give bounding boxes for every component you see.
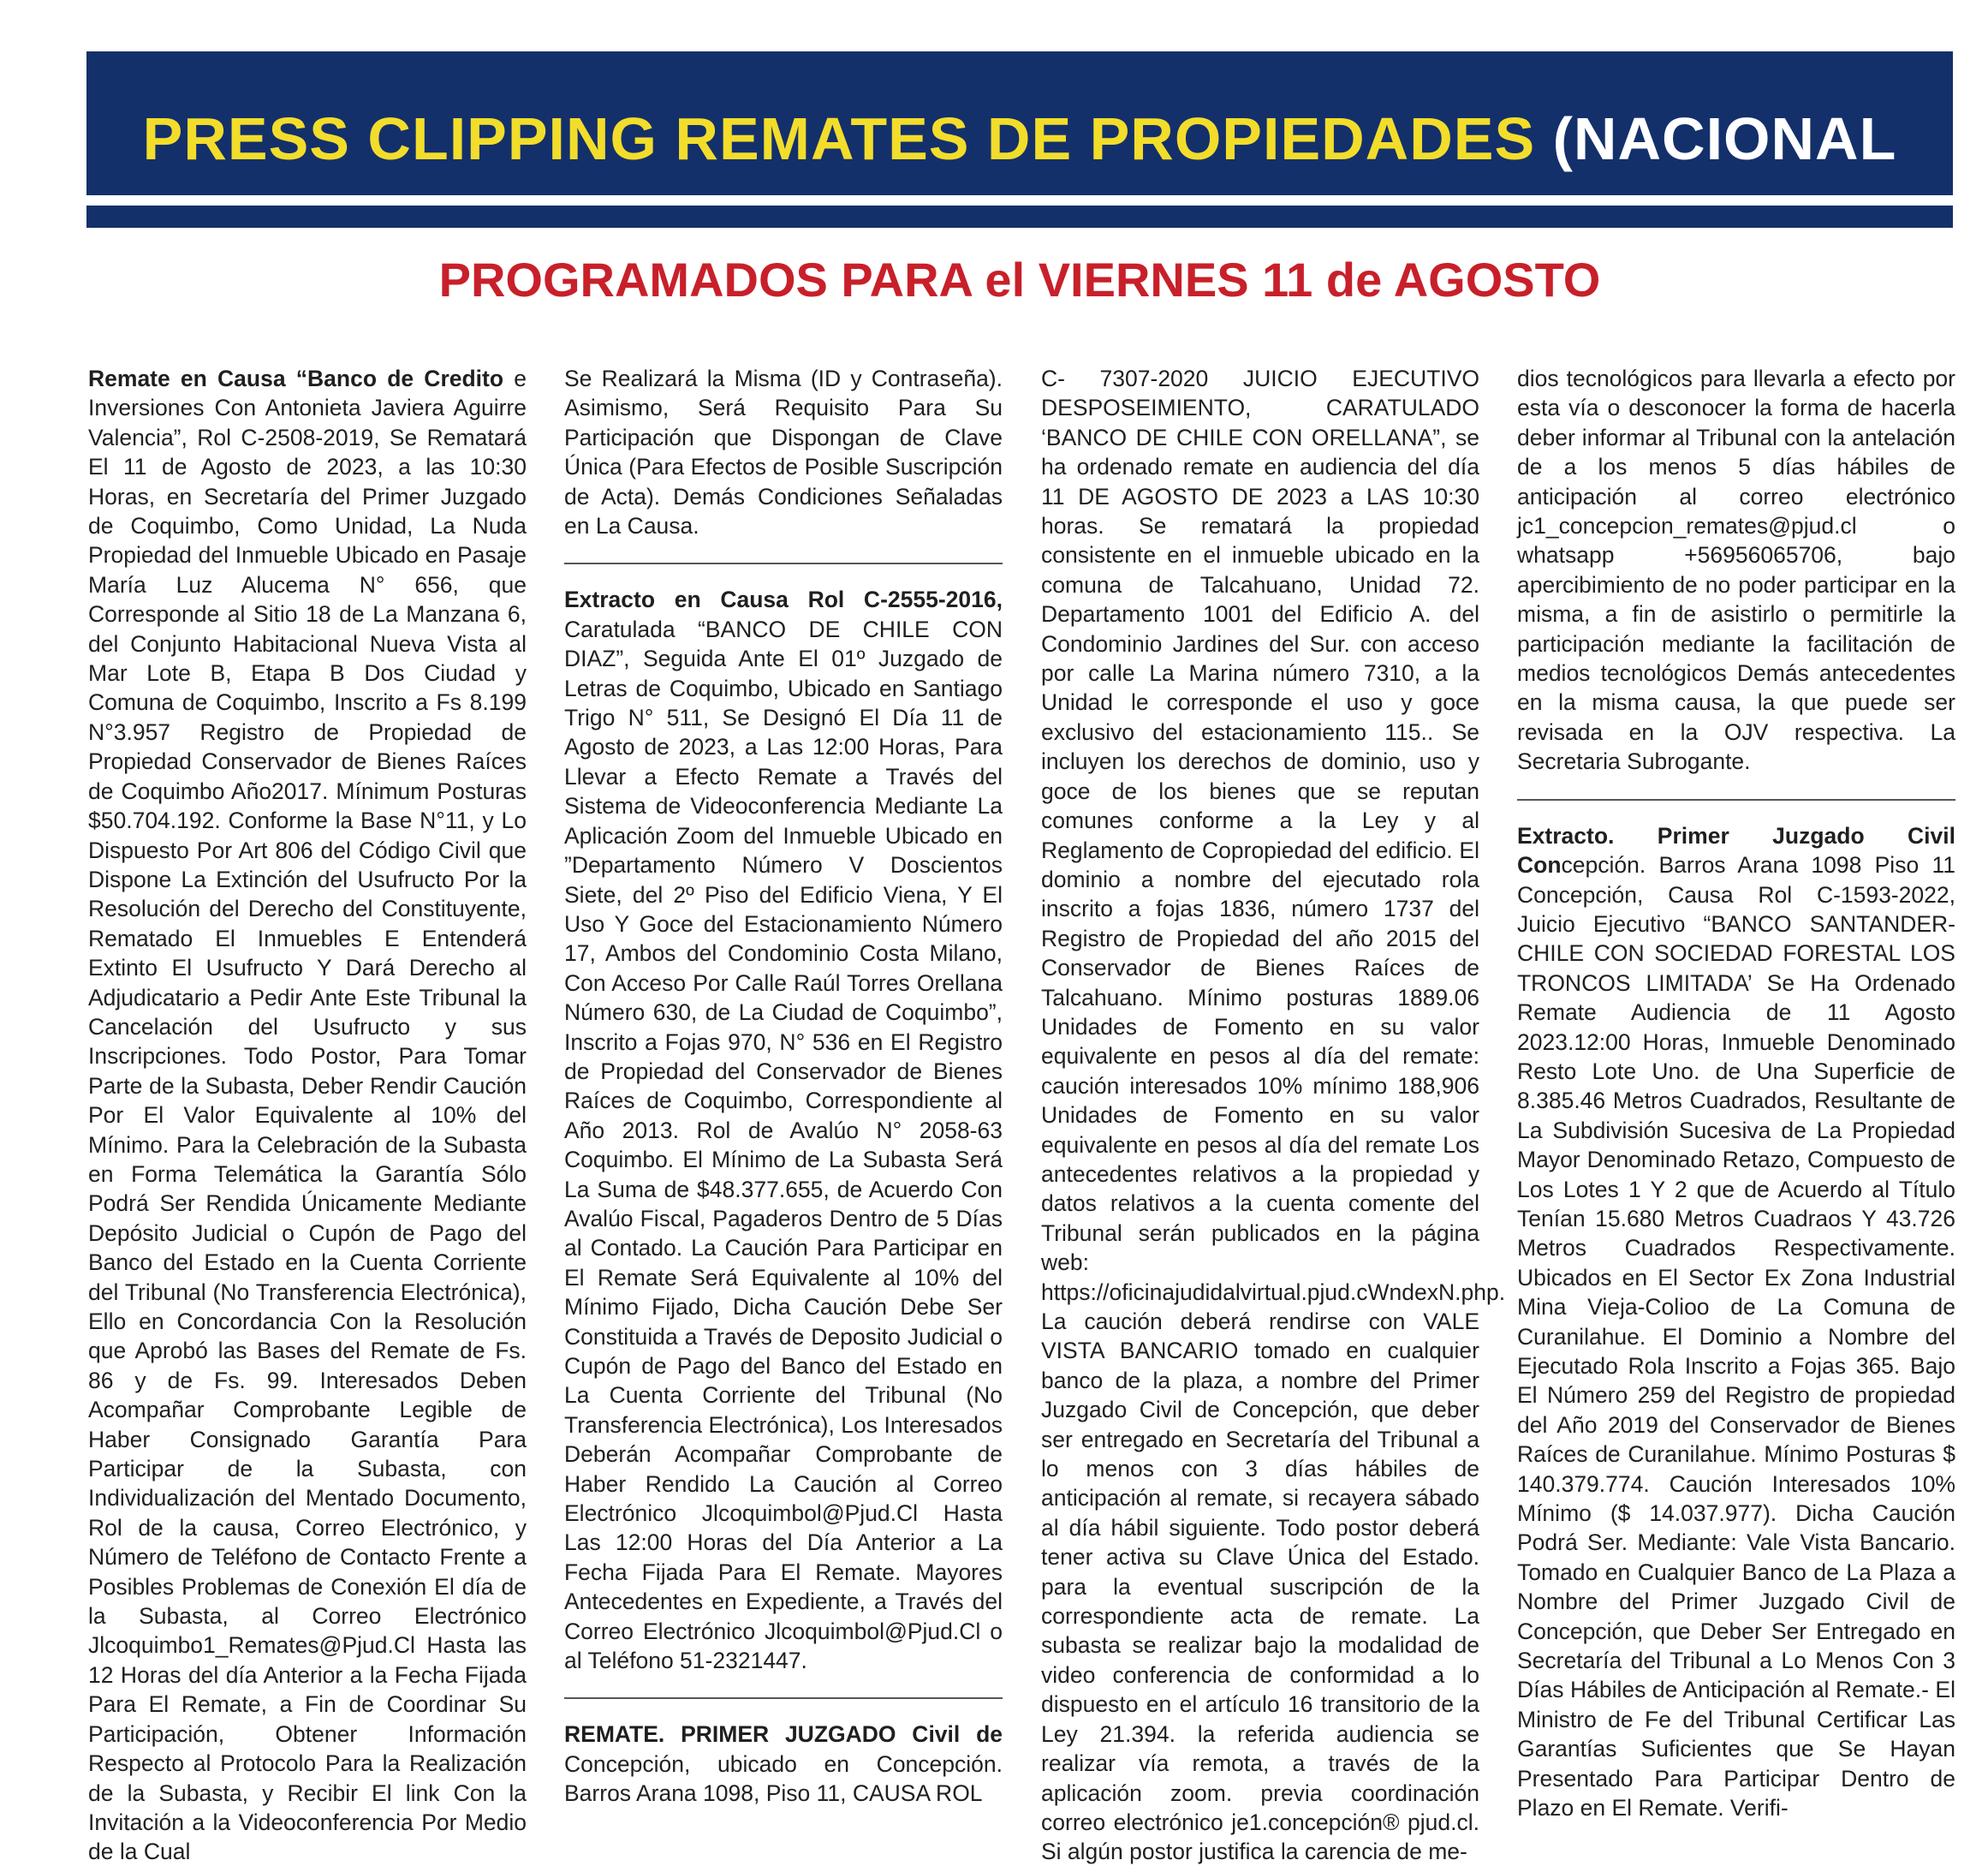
notice-body: Caratulada “BANCO DE CHILE CON DIAZ”, Seguida Ante El 01º Juzgado de Letras de Coquimbo, Ubicado en Santiago Trigo N° 511, Se Designó El Día 11 de Agosto de 2023, a Las 12:00 Horas, Para Llevar a Efecto Remate a Través del Sistema de Videoconferencia Mediante La Aplicación Zoom del Inmueble Ubicado en ”Departamento Número V Doscientos Siete, del 2º Piso del Edificio Viena, Y El Uso Y Goce del Estacionamiento Número 17, Ambos del Condominio Costa Milano, Con Acceso Por Calle Raúl Torres Orellana Número 630, de La Ciudad de Coquimbo”, Inscrito a Fojas 970, N° 536 en El Registro de Propiedad del Conservador de Bienes Raíces de Coquimbo, Correspondiente al Año 2013. Rol de Avalúo N° 2058-63 Coquimbo. El Mínimo de La Subasta Será La Suma de $48.377.655, de Acuerdo Con Avalúo Fiscal, Pagaderos Dentro de 5 Días al Contado. La Caución Para Participar en El Remate Será Equivalente al 10% del Mínimo Fijado, Dicha Caución Debe Ser Constituida a Través de Deposito Judicial o Cupón de Pago del Banco del Estado en La Cuenta Corriente del Tribunal (No Transferencia Electrónica), Los Interesados Deberán Acompañar Comprobante de Haber Rendido La Caución al Correo Electrónico Jlcoquimbol@Pjud.Cl Hasta Las 12:00 Horas del Día Anterior a La Fecha Fijada Para El Remate. Mayores Antecedentes en Expediente, a Través del Correo Electrónico Jlcoquimbol@Pjud.Cl o al Teléfono 51-2321447. — [564, 616, 1003, 1674]
notice-continuation: C- 7307-2020 JUICIO EJECUTIVO DESPOSEIMIENTO, CARATULADO ‘BANCO DE CHILE CON ORELLANA”, se ha ordenado remate en audiencia del día 11 DE AGOSTO DE 2023 a LAS 10:30 horas. Se rematará la propiedad consistente en el inmueble ubicado en la comuna de Talcahuano, Unidad 72. Departamento 1001 del Edificio A. del Condominio Jardines del Sur. con acceso por calle La Marina número 7310, a la Unidad le corresponde el uso y goce exclusivo del estacionamiento 115.. Se incluyen los derechos de dominio, uso y goce de los bienes que se reputan comunes conforme a la Ley y al Reglamento de Copropiedad del edificio. El dominio a nombre del ejecutado rola inscrito a fojas 1836, número 1737 del Registro de Propiedad del año 2015 del Conservador de Bienes Raíces de Talcahuano. Mínimo posturas 1889.06 Unidades de Fomento en su valor equivalente en pesos al día del remate: caución interesados 10% mínimo 188,906 Unidades de Fomento en su valor equivalente en pesos al día del remate Los antecedentes relativos a la propiedad y datos relativos a la cuenta comente del Tribunal serán publicados en la página web: https://oficinajudidalvirtual.pjud.cWndexN.php. La caución deberá rendirse con VALE VISTA BANCARIO tomado en cualquier banco de la plaza, a nombre del Primer Juzgado Civil de Concepción, que deber ser entregado en Secretaría del Tribunal a lo menos con 3 días hábiles de anticipación al remate, si recayera sábado al día hábil siguiente. Todo postor deberá tener activa su Clave Única del Estado. para la eventual suscripción de la correspondiente acta de remate. La subasta se realizar bajo la modalidad de video conferencia de conformidad a lo dispuesto en el artículo 16 transitorio de la Ley 21.394. la referida audiencia se realizar vía remota, a través de la aplicación zoom. previa coordinación correo electrónico je1.concepción® pjud.cl. Si algún postor justifica la carencia de me- — [1041, 366, 1506, 1865]
notice-continuation: Se Realizará la Misma (ID y Contraseña). Asimismo, Será Requisito Para Su Participación que Dispongan de Clave Única (Para Efectos de Posible Suscripción de Acta). Demás Condiciones Señaladas en La Causa. — [564, 366, 1003, 540]
notice-lead: Remate en Causa “Banco de Credito — [88, 366, 504, 391]
notice-lead: Extracto. Primer Juzgado Civil Con — [1517, 822, 1955, 879]
notice-banco-credito — [88, 364, 527, 1867]
notice-body: e Inversiones Con Antonieta Javiera Aguirre Valencia”, Rol C-2508-2019, Se Rematará El 11 de Agosto de 2023, a las 10:30 Horas, en Secretaría del Primer Juzgado de Coquimbo, Como Unidad, La Nuda Propiedad del Inmueble Ubicado en Pasaje María Luz Alucema N° 656, que Corresponde al Sitio 18 de La Manzana 6, del Conjunto Habitacional Nueva Vista al Mar Lote B, Etapa B Dos Ciudad y Comuna de Coquimbo, Inscrito a Fs 8.199 N°3.957 Registro de Propiedad de Propiedad Conservador de Bienes Raíces de Coquimbo Año2017. Mínimum Posturas $50.704.192. Conforme la Base N°11, y Lo Dispuesto Por Art 806 del Código Civil que Dispone La Extinción del Usufructo Por la Resolución del Derecho del Constituyente, Rematado El Inmuebles E Entenderá Extinto El Usufructo Y Dará Derecho al Adjudicatario a Pedir Ante Este Tribunal la Cancelación del Usufructo y sus Inscripciones. Todo Postor, Para Tomar Parte de la Subasta, Deber Rendir Caución Por El Valor Equivalente al 10% del Mínimo. Para la Celebración de la Subasta en Forma Telemática la Garantía Sólo Podrá Ser Rendida Únicamente Mediante Depósito Judicial o Cupón de Pago del Banco del Estado en la Cuenta Corriente del Tribunal (No Transferencia Electrónica), Ello en Concordancia Con la Resolución que Aprobó las Bases del Remate de Fs. 86 y de Fs. 99. Interesados Deben Acompañar Comprobante Legible de Haber Consignado Garantía Para Participar de la Subasta, con Individualización del Mentado Documento, Rol de la causa, Correo Electrónico, y Número de Teléfono de Contacto Frente a Posibles Problemas de Conexión El día de la Subasta, al Correo Electrónico Jlcoquimbo1_Remates@Pjud.Cl Hasta las 12 Horas del día Anterior a la Fecha Fijada Para El Remate, a Fin de Coordinar Su Participación, Obtener Información Respecto al Protocolo Para la Realización de la Subasta, y Recibir El link Con la Invitación a la Videoconferencia Por Medio de la Cual — [88, 366, 527, 1865]
column-2 — [564, 364, 1003, 1809]
banner-title-suffix: (NACIONAL — [1552, 105, 1897, 172]
column-3 — [1041, 364, 1506, 1867]
column-4 — [1517, 364, 1955, 1823]
notice-lead: REMATE. PRIMER JUZGADO Civil de — [564, 1721, 1003, 1748]
header-banner — [86, 51, 1953, 228]
notice-body: cepción. Barros Arana 1098 Piso 11 Concepción, Causa Rol C-1593-2022, Juicio Ejecutivo “BANCO SANTANDER-CHILE CON SOCIEDAD FORESTAL LOS TRONCOS LIMITADA’ Se Ha Ordenado Remate Audiencia de 11 Agosto 2023.12:00 Horas, Inmueble Denominado Resto Lote Uno. de Una Superficie de 8.385.46 Metros Cuadrados, Resultante de La Subdivisión Sucesiva de La Propiedad Mayor Denominado Retazo, Compuesto de Los Lotes 1 Y 2 que de Acuerdo al Título Tenían 15.680 Metros Cuadraos Y 43.726 Metros Cuadrados Respectivamente. Ubicados en El Sector Ex Zona Industrial Mina Vieja-Colioo de La Comuna de Curanilahue. El Dominio a Nombre del Ejecutado Rola Inscrito a Fojas 365. Bajo El Número 259 del Registro de propiedad del Año 2019 del Conservador de Bienes Raíces de Curanilahue. Mínimo Posturas $ 140.379.774. Caución Interesados 10% Mínimo ($ 14.037.977). Dicha Caución Podrá Ser. Mediante: Vale Vista Bancario. Tomado en Cualquier Banco de La Plaza a Nombre del Primer Juzgado Civil de Concepción, que Deber Ser Entregado en Secretaría del Tribunal a Lo Menos Con 3 Días Hábiles de Anticipación al Remate.- El Ministro de Fe del Tribunal Certificar Las Garantías Suficientes que Se Hayan Presentado Para Participar Dentro de Plazo en El Remate. Verifi- — [1517, 852, 1955, 1821]
notice-santander-forestal — [1517, 821, 1955, 1823]
notice-divider — [1517, 799, 1955, 801]
notice-continuation: dios tecnológicos para llevarla a efecto por esta vía o desconocer la forma de hacerla deber informar al Tribunal con la antelación de a los menos 5 días hábiles de anticipación al correo electrónico jc1_concepcion_remates@pjud.cl o whatsapp +56956065706, bajo apercibimiento de no poder participar en la misma, a fin de asistirlo o permitirle la participación mediante la facilitación de medios tecnológicos Demás antecedentes en la misma causa, la que puede ser revisada en la OJV respectiva. La Secretaria Subrogante. — [1517, 366, 1955, 775]
notice-body: Concepción, ubicado en Concepción. Barros Arana 1098, Piso 11, CAUSA ROL — [564, 1750, 1003, 1807]
notice-remate-concepcion — [564, 1720, 1003, 1808]
notice-divider — [564, 563, 1003, 564]
notice-lead: Extracto en Causa Rol C-2555-2016, — [564, 587, 1003, 613]
page-subtitle: PROGRAMADOS PARA el VIERNES 11 de AGOSTO — [438, 253, 1601, 307]
column-1 — [88, 364, 527, 1867]
banner-title-main: PRESS CLIPPING REMATES DE PROPIEDADES — [142, 105, 1536, 172]
notice-divider — [564, 1697, 1003, 1699]
banner-rule — [86, 195, 1953, 206]
notice-banco-chile-diaz — [564, 585, 1003, 1675]
banner-title — [86, 104, 1953, 173]
